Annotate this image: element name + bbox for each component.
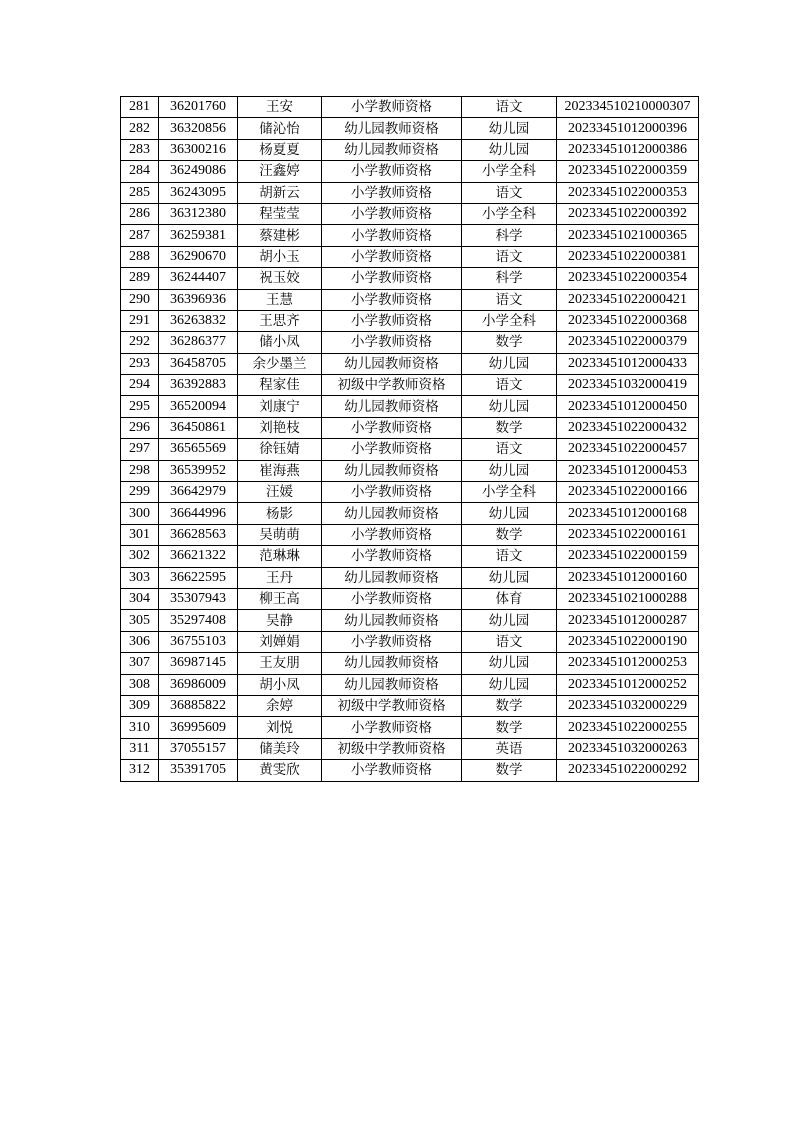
id-cell: 36201760 bbox=[159, 97, 238, 118]
subject-cell: 语文 bbox=[462, 289, 557, 310]
table-row bbox=[121, 182, 699, 203]
cert-number-cell: 20233451012000253 bbox=[557, 653, 699, 674]
seq-cell: 286 bbox=[121, 203, 159, 224]
id-cell: 36450861 bbox=[159, 417, 238, 438]
seq-cell: 292 bbox=[121, 332, 159, 353]
subject-cell: 数学 bbox=[462, 695, 557, 716]
id-cell: 36396936 bbox=[159, 289, 238, 310]
name-cell: 徐钰婧 bbox=[238, 439, 322, 460]
table-row bbox=[121, 653, 699, 674]
qualification-cell: 小学教师资格 bbox=[322, 417, 462, 438]
name-cell: 储小凤 bbox=[238, 332, 322, 353]
seq-cell: 298 bbox=[121, 460, 159, 481]
name-cell: 胡小玉 bbox=[238, 246, 322, 267]
qualification-cell: 幼儿园教师资格 bbox=[322, 503, 462, 524]
cert-number-cell: 20233451032000263 bbox=[557, 738, 699, 759]
qualification-cell: 小学教师资格 bbox=[322, 310, 462, 331]
id-cell: 36244407 bbox=[159, 268, 238, 289]
cert-number-cell: 20233451022000381 bbox=[557, 246, 699, 267]
seq-cell: 307 bbox=[121, 653, 159, 674]
table-row bbox=[121, 118, 699, 139]
table-row bbox=[121, 268, 699, 289]
seq-cell: 289 bbox=[121, 268, 159, 289]
name-cell: 刘艳枝 bbox=[238, 417, 322, 438]
name-cell: 储沁怡 bbox=[238, 118, 322, 139]
qualification-cell: 小学教师资格 bbox=[322, 760, 462, 781]
id-cell: 36621322 bbox=[159, 546, 238, 567]
table-row bbox=[121, 717, 699, 738]
seq-cell: 285 bbox=[121, 182, 159, 203]
cert-number-cell: 20233451012000287 bbox=[557, 610, 699, 631]
subject-cell: 幼儿园 bbox=[462, 353, 557, 374]
name-cell: 范琳琳 bbox=[238, 546, 322, 567]
name-cell: 王安 bbox=[238, 97, 322, 118]
qualification-cell: 小学教师资格 bbox=[322, 246, 462, 267]
qualification-cell: 幼儿园教师资格 bbox=[322, 567, 462, 588]
qualification-cell: 小学教师资格 bbox=[322, 332, 462, 353]
seq-cell: 300 bbox=[121, 503, 159, 524]
seq-cell: 302 bbox=[121, 546, 159, 567]
seq-cell: 295 bbox=[121, 396, 159, 417]
table-row bbox=[121, 310, 699, 331]
cert-number-cell: 20233451012000396 bbox=[557, 118, 699, 139]
cert-number-cell: 20233451012000450 bbox=[557, 396, 699, 417]
cert-number-cell: 20233451022000368 bbox=[557, 310, 699, 331]
name-cell: 柳王高 bbox=[238, 588, 322, 609]
table-row bbox=[121, 439, 699, 460]
cert-number-cell: 20233451012000386 bbox=[557, 139, 699, 160]
id-cell: 36642979 bbox=[159, 482, 238, 503]
table-row bbox=[121, 97, 699, 118]
id-cell: 36622595 bbox=[159, 567, 238, 588]
qualification-cell: 小学教师资格 bbox=[322, 439, 462, 460]
seq-cell: 288 bbox=[121, 246, 159, 267]
subject-cell: 幼儿园 bbox=[462, 118, 557, 139]
cert-number-cell: 20233451021000365 bbox=[557, 225, 699, 246]
seq-cell: 281 bbox=[121, 97, 159, 118]
seq-cell: 306 bbox=[121, 631, 159, 652]
cert-number-cell: 20233451022000353 bbox=[557, 182, 699, 203]
id-cell: 36539952 bbox=[159, 460, 238, 481]
id-cell: 36987145 bbox=[159, 653, 238, 674]
table-row bbox=[121, 524, 699, 545]
cert-number-cell: 20233451022000166 bbox=[557, 482, 699, 503]
qualification-cell: 幼儿园教师资格 bbox=[322, 118, 462, 139]
cert-number-cell: 20233451012000168 bbox=[557, 503, 699, 524]
qualification-cell: 小学教师资格 bbox=[322, 588, 462, 609]
table-row bbox=[121, 567, 699, 588]
cert-number-cell: 20233451022000379 bbox=[557, 332, 699, 353]
table-row bbox=[121, 203, 699, 224]
id-cell: 36986009 bbox=[159, 674, 238, 695]
seq-cell: 294 bbox=[121, 375, 159, 396]
id-cell: 36320856 bbox=[159, 118, 238, 139]
table-body bbox=[121, 97, 699, 782]
seq-cell: 282 bbox=[121, 118, 159, 139]
name-cell: 余婷 bbox=[238, 695, 322, 716]
table-row bbox=[121, 760, 699, 781]
seq-cell: 308 bbox=[121, 674, 159, 695]
seq-cell: 287 bbox=[121, 225, 159, 246]
subject-cell: 语文 bbox=[462, 631, 557, 652]
id-cell: 36628563 bbox=[159, 524, 238, 545]
seq-cell: 309 bbox=[121, 695, 159, 716]
qualification-cell: 小学教师资格 bbox=[322, 524, 462, 545]
seq-cell: 296 bbox=[121, 417, 159, 438]
qualification-cell: 幼儿园教师资格 bbox=[322, 139, 462, 160]
table-row bbox=[121, 588, 699, 609]
id-cell: 36300216 bbox=[159, 139, 238, 160]
subject-cell: 数学 bbox=[462, 524, 557, 545]
cert-number-cell: 20233451012000252 bbox=[557, 674, 699, 695]
table-row bbox=[121, 503, 699, 524]
cert-number-cell: 20233451021000288 bbox=[557, 588, 699, 609]
id-cell: 36565569 bbox=[159, 439, 238, 460]
name-cell: 王慧 bbox=[238, 289, 322, 310]
name-cell: 汪鑫婷 bbox=[238, 161, 322, 182]
table-row bbox=[121, 738, 699, 759]
name-cell: 崔海燕 bbox=[238, 460, 322, 481]
table-row bbox=[121, 161, 699, 182]
subject-cell: 幼儿园 bbox=[462, 503, 557, 524]
table-row bbox=[121, 353, 699, 374]
id-cell: 36458705 bbox=[159, 353, 238, 374]
subject-cell: 科学 bbox=[462, 268, 557, 289]
id-cell: 36243095 bbox=[159, 182, 238, 203]
table-row bbox=[121, 332, 699, 353]
subject-cell: 小学全科 bbox=[462, 482, 557, 503]
table-row bbox=[121, 396, 699, 417]
cert-number-cell: 20233451022000190 bbox=[557, 631, 699, 652]
name-cell: 杨夏夏 bbox=[238, 139, 322, 160]
qualification-cell: 初级中学教师资格 bbox=[322, 695, 462, 716]
subject-cell: 语文 bbox=[462, 546, 557, 567]
qualification-cell: 幼儿园教师资格 bbox=[322, 353, 462, 374]
qualification-cell: 小学教师资格 bbox=[322, 268, 462, 289]
seq-cell: 291 bbox=[121, 310, 159, 331]
qualification-cell: 小学教师资格 bbox=[322, 182, 462, 203]
id-cell: 36263832 bbox=[159, 310, 238, 331]
id-cell: 36259381 bbox=[159, 225, 238, 246]
id-cell: 36286377 bbox=[159, 332, 238, 353]
id-cell: 36755103 bbox=[159, 631, 238, 652]
qualification-cell: 小学教师资格 bbox=[322, 97, 462, 118]
subject-cell: 幼儿园 bbox=[462, 653, 557, 674]
subject-cell: 幼儿园 bbox=[462, 396, 557, 417]
id-cell: 36290670 bbox=[159, 246, 238, 267]
subject-cell: 小学全科 bbox=[462, 310, 557, 331]
subject-cell: 数学 bbox=[462, 417, 557, 438]
seq-cell: 293 bbox=[121, 353, 159, 374]
table-row bbox=[121, 482, 699, 503]
table-row bbox=[121, 139, 699, 160]
qualification-cell: 小学教师资格 bbox=[322, 225, 462, 246]
name-cell: 黄雯欣 bbox=[238, 760, 322, 781]
subject-cell: 数学 bbox=[462, 760, 557, 781]
cert-number-cell: 20233451022000161 bbox=[557, 524, 699, 545]
name-cell: 杨影 bbox=[238, 503, 322, 524]
qualification-cell: 初级中学教师资格 bbox=[322, 375, 462, 396]
id-cell: 37055157 bbox=[159, 738, 238, 759]
table-row bbox=[121, 289, 699, 310]
cert-number-cell: 20233451022000354 bbox=[557, 268, 699, 289]
name-cell: 祝玉姣 bbox=[238, 268, 322, 289]
seq-cell: 312 bbox=[121, 760, 159, 781]
seq-cell: 290 bbox=[121, 289, 159, 310]
cert-number-cell: 20233451022000392 bbox=[557, 203, 699, 224]
subject-cell: 幼儿园 bbox=[462, 610, 557, 631]
table-row bbox=[121, 610, 699, 631]
id-cell: 36392883 bbox=[159, 375, 238, 396]
name-cell: 刘悦 bbox=[238, 717, 322, 738]
candidate-table bbox=[120, 96, 699, 782]
id-cell: 36520094 bbox=[159, 396, 238, 417]
name-cell: 王友朋 bbox=[238, 653, 322, 674]
cert-number-cell: 20233451022000457 bbox=[557, 439, 699, 460]
seq-cell: 301 bbox=[121, 524, 159, 545]
table-row bbox=[121, 546, 699, 567]
id-cell: 36644996 bbox=[159, 503, 238, 524]
cert-number-cell: 20233451022000359 bbox=[557, 161, 699, 182]
name-cell: 胡小凤 bbox=[238, 674, 322, 695]
table-row bbox=[121, 246, 699, 267]
subject-cell: 幼儿园 bbox=[462, 674, 557, 695]
name-cell: 吴静 bbox=[238, 610, 322, 631]
subject-cell: 小学全科 bbox=[462, 161, 557, 182]
cert-number-cell: 20233451022000255 bbox=[557, 717, 699, 738]
subject-cell: 幼儿园 bbox=[462, 139, 557, 160]
subject-cell: 幼儿园 bbox=[462, 567, 557, 588]
table-row bbox=[121, 417, 699, 438]
subject-cell: 语文 bbox=[462, 375, 557, 396]
qualification-cell: 小学教师资格 bbox=[322, 717, 462, 738]
seq-cell: 304 bbox=[121, 588, 159, 609]
table-row bbox=[121, 631, 699, 652]
id-cell: 36312380 bbox=[159, 203, 238, 224]
name-cell: 汪媛 bbox=[238, 482, 322, 503]
qualification-cell: 幼儿园教师资格 bbox=[322, 460, 462, 481]
name-cell: 胡新云 bbox=[238, 182, 322, 203]
cert-number-cell: 20233451032000419 bbox=[557, 375, 699, 396]
name-cell: 储美玲 bbox=[238, 738, 322, 759]
name-cell: 王思齐 bbox=[238, 310, 322, 331]
seq-cell: 284 bbox=[121, 161, 159, 182]
subject-cell: 语文 bbox=[462, 246, 557, 267]
seq-cell: 311 bbox=[121, 738, 159, 759]
qualification-cell: 小学教师资格 bbox=[322, 546, 462, 567]
qualification-cell: 小学教师资格 bbox=[322, 203, 462, 224]
seq-cell: 283 bbox=[121, 139, 159, 160]
seq-cell: 305 bbox=[121, 610, 159, 631]
cert-number-cell: 20233451022000432 bbox=[557, 417, 699, 438]
table-row bbox=[121, 695, 699, 716]
subject-cell: 英语 bbox=[462, 738, 557, 759]
id-cell: 35307943 bbox=[159, 588, 238, 609]
cert-number-cell: 20233451022000159 bbox=[557, 546, 699, 567]
table-row bbox=[121, 674, 699, 695]
subject-cell: 数学 bbox=[462, 717, 557, 738]
cert-number-cell: 20233451032000229 bbox=[557, 695, 699, 716]
id-cell: 36995609 bbox=[159, 717, 238, 738]
qualification-cell: 幼儿园教师资格 bbox=[322, 610, 462, 631]
qualification-cell: 小学教师资格 bbox=[322, 482, 462, 503]
subject-cell: 语文 bbox=[462, 182, 557, 203]
seq-cell: 297 bbox=[121, 439, 159, 460]
id-cell: 35297408 bbox=[159, 610, 238, 631]
seq-cell: 299 bbox=[121, 482, 159, 503]
name-cell: 王丹 bbox=[238, 567, 322, 588]
name-cell: 刘康宁 bbox=[238, 396, 322, 417]
qualification-cell: 幼儿园教师资格 bbox=[322, 674, 462, 695]
subject-cell: 语文 bbox=[462, 439, 557, 460]
qualification-cell: 小学教师资格 bbox=[322, 161, 462, 182]
id-cell: 35391705 bbox=[159, 760, 238, 781]
table-row bbox=[121, 225, 699, 246]
subject-cell: 小学全科 bbox=[462, 203, 557, 224]
cert-number-cell: 20233451012000433 bbox=[557, 353, 699, 374]
cert-number-cell: 202334510210000307 bbox=[557, 97, 699, 118]
name-cell: 程莹莹 bbox=[238, 203, 322, 224]
cert-number-cell: 20233451012000453 bbox=[557, 460, 699, 481]
subject-cell: 数学 bbox=[462, 332, 557, 353]
cert-number-cell: 20233451012000160 bbox=[557, 567, 699, 588]
name-cell: 刘婵娟 bbox=[238, 631, 322, 652]
subject-cell: 语文 bbox=[462, 97, 557, 118]
seq-cell: 310 bbox=[121, 717, 159, 738]
cert-number-cell: 20233451022000292 bbox=[557, 760, 699, 781]
subject-cell: 体育 bbox=[462, 588, 557, 609]
qualification-cell: 初级中学教师资格 bbox=[322, 738, 462, 759]
table-row bbox=[121, 375, 699, 396]
name-cell: 余少墨兰 bbox=[238, 353, 322, 374]
seq-cell: 303 bbox=[121, 567, 159, 588]
qualification-cell: 小学教师资格 bbox=[322, 289, 462, 310]
name-cell: 蔡建彬 bbox=[238, 225, 322, 246]
table-row bbox=[121, 460, 699, 481]
id-cell: 36885822 bbox=[159, 695, 238, 716]
name-cell: 程家佳 bbox=[238, 375, 322, 396]
subject-cell: 科学 bbox=[462, 225, 557, 246]
qualification-cell: 幼儿园教师资格 bbox=[322, 396, 462, 417]
qualification-cell: 小学教师资格 bbox=[322, 631, 462, 652]
cert-number-cell: 20233451022000421 bbox=[557, 289, 699, 310]
qualification-cell: 幼儿园教师资格 bbox=[322, 653, 462, 674]
subject-cell: 幼儿园 bbox=[462, 460, 557, 481]
name-cell: 吴萌萌 bbox=[238, 524, 322, 545]
id-cell: 36249086 bbox=[159, 161, 238, 182]
